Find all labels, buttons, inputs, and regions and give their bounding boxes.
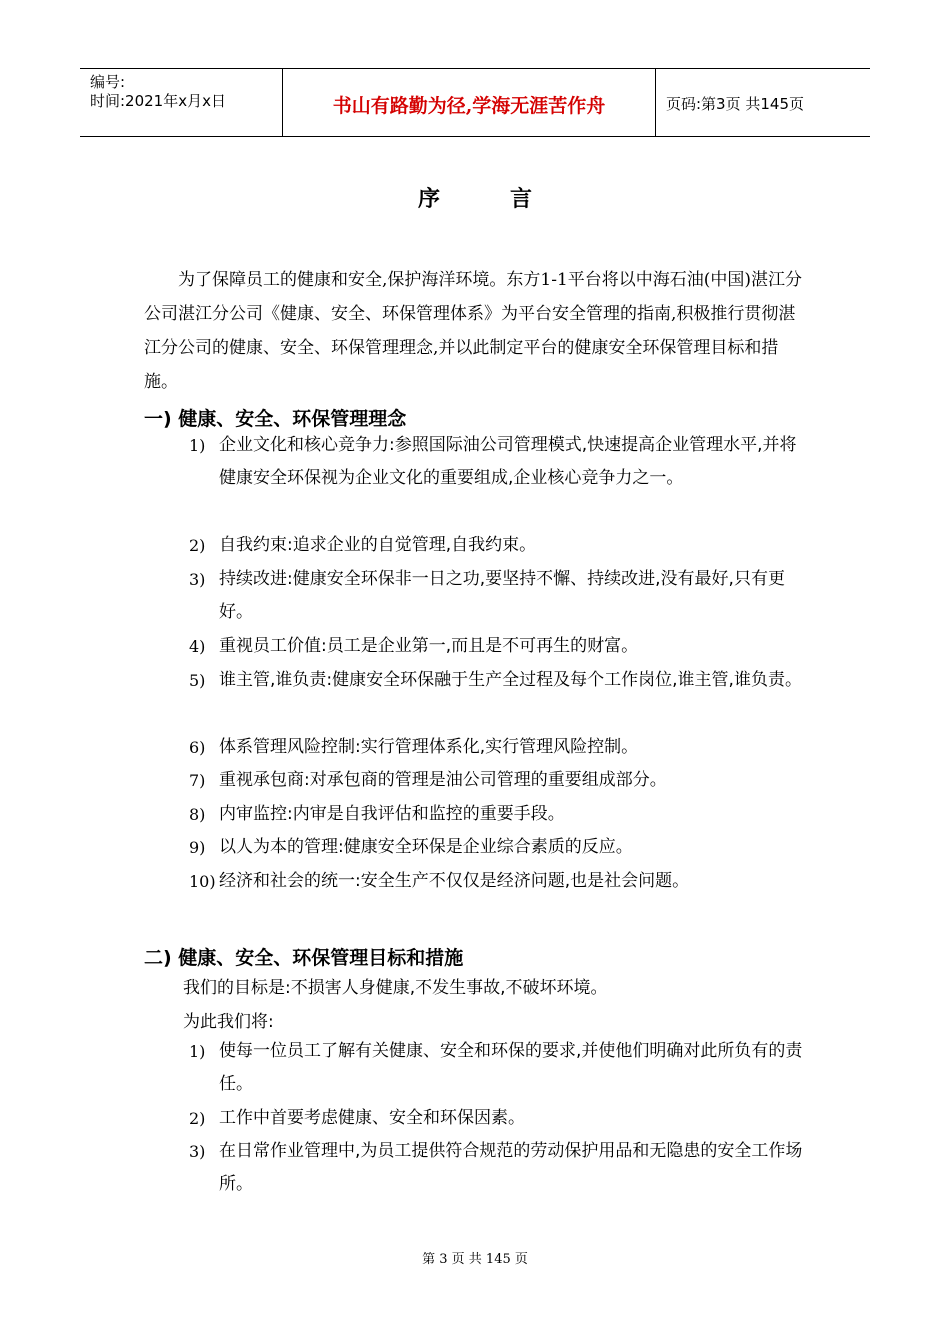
list-item-text: 自我约束:追求企业的自觉管理,自我约束。 [219, 535, 537, 555]
list-item-number: 2) [189, 536, 206, 555]
list-item-text: 谁主管,谁负责:健康安全环保融于生产全过程及每个工作岗位,谁主管,谁负责。 [219, 670, 802, 690]
list-item [189, 529, 809, 562]
section-2-heading: 二) 健康、安全、环保管理目标和措施 [144, 947, 464, 969]
time-label: 时间:2021年x月x日 [90, 92, 226, 110]
list-item-text: 使每一位员工了解有关健康、安全和环保的要求,并使他们明确对此所负有的责任。 [219, 1041, 803, 1094]
list-item-number: 1) [189, 1042, 206, 1061]
list-item-number: 3) [189, 1142, 206, 1161]
list-item [189, 1035, 809, 1101]
list-item-text: 内审监控:内审是自我评估和监控的重要手段。 [219, 804, 565, 824]
header-motto-cell [283, 69, 656, 136]
page-footer: 第 3 页 共 145 页 [422, 1252, 528, 1267]
intro-paragraph: 为了保障员工的健康和安全,保护海洋环境。东方1-1平台将以中海石油(中国)湛江分公司湛江分公司《健康、安全、环保管理体系》为平台安全管理的指南,积极推行贯彻湛江分公司的健康、安全、环保管理理念,并以此制定平台的健康安全环保管理目标和措施。 [144, 270, 803, 392]
list-item [189, 1135, 809, 1201]
list-item-text: 在日常作业管理中,为员工提供符合规范的劳动保护用品和无隐患的安全工作场所。 [219, 1141, 803, 1194]
page-title: 序言 [417, 186, 602, 212]
list-item-text: 重视员工价值:员工是企业第一,而且是不可再生的财富。 [219, 636, 639, 656]
list-item [189, 563, 809, 629]
list-item [189, 731, 809, 764]
list-item-number: 8) [189, 805, 206, 824]
list-item-text: 经济和社会的统一:安全生产不仅仅是经济问题,也是社会问题。 [219, 871, 690, 891]
list-item-text: 持续改进:健康安全环保非一日之功,要坚持不懈、持续改进,没有最好,只有更好。 [219, 569, 785, 622]
list-item-text: 企业文化和核心竞争力:参照国际油公司管理模式,快速提高企业管理水平,并将健康安全环保视为企业文化的重要组成,企业核心竞争力之一。 [219, 435, 797, 488]
header-info-cell [80, 69, 283, 136]
list-item-number: 5) [189, 671, 206, 690]
list-item [189, 1102, 809, 1135]
list-item [189, 764, 809, 797]
list-item-text: 体系管理风险控制:实行管理体系化,实行管理风险控制。 [219, 737, 639, 757]
list-item [189, 865, 809, 898]
list-item [189, 831, 809, 864]
page-header [80, 68, 870, 137]
motto-text: 书山有路勤为径,学海无涯苦作舟 [332, 95, 606, 117]
list-item [189, 630, 809, 663]
section-2-lead: 为此我们将: [183, 1012, 274, 1032]
list-item-number: 9) [189, 838, 206, 857]
list-item [189, 664, 809, 697]
list-item [189, 798, 809, 831]
list-item-number: 2) [189, 1109, 206, 1128]
list-item-text: 重视承包商:对承包商的管理是油公司管理的重要组成部分。 [219, 770, 667, 790]
list-item-number: 1) [189, 436, 206, 455]
list-item-number: 10) [189, 872, 216, 891]
list-item [189, 429, 809, 495]
list-item-text: 以人为本的管理:健康安全环保是企业综合素质的反应。 [219, 837, 633, 857]
section-2-goal: 我们的目标是:不损害人身健康,不发生事故,不破坏环境。 [183, 978, 608, 998]
page-code: 页码:第3页 共145页 [666, 95, 804, 113]
header-page-cell [656, 69, 870, 136]
list-item-number: 3) [189, 570, 206, 589]
list-item-number: 4) [189, 637, 206, 656]
list-item-number: 7) [189, 771, 206, 790]
number-label: 编号: [90, 73, 126, 91]
section-1-heading: 一) 健康、安全、环保管理理念 [144, 408, 407, 430]
list-item-text: 工作中首要考虑健康、安全和环保因素。 [219, 1108, 525, 1128]
list-item-number: 6) [189, 738, 206, 757]
